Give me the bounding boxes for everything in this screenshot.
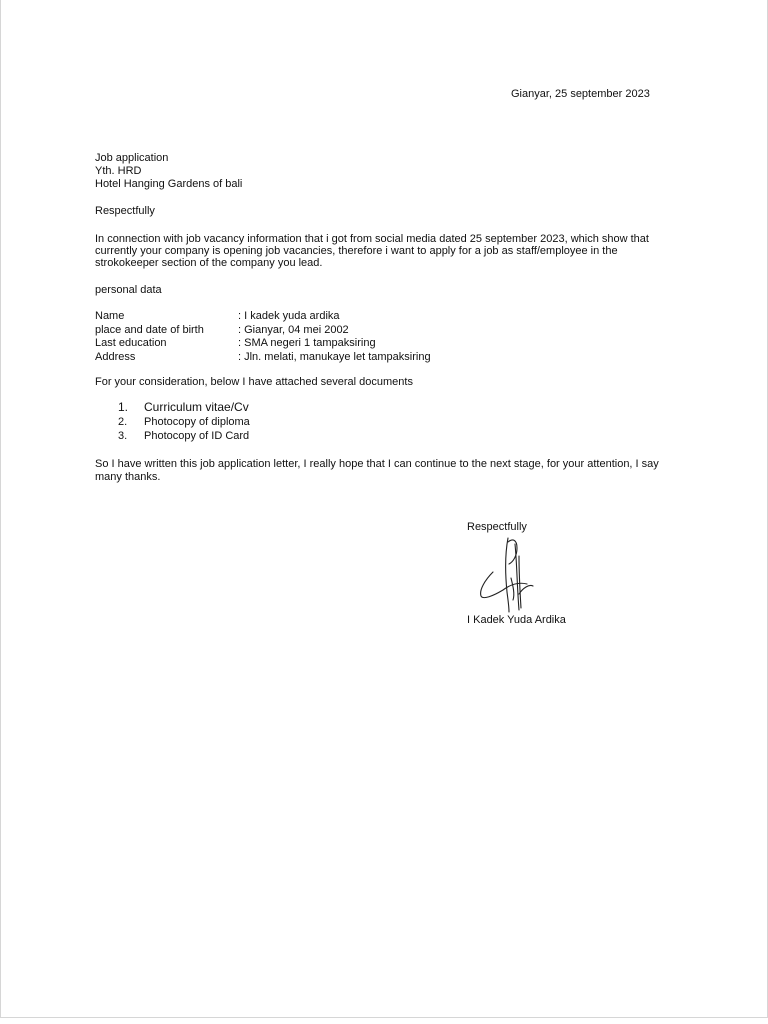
list-number: 3. xyxy=(118,430,128,442)
data-value: : I kadek yuda ardika xyxy=(238,310,340,322)
list-item xyxy=(118,430,250,444)
list-text: Photocopy of ID Card xyxy=(144,430,250,442)
data-row-education xyxy=(95,337,431,351)
personal-data-title: personal data xyxy=(95,284,162,296)
list-number: 1. xyxy=(118,400,129,414)
data-value: : Gianyar, 04 mei 2002 xyxy=(238,323,349,336)
list-text: Curriculum vitae/Cv xyxy=(144,400,249,414)
personal-data-table xyxy=(95,310,431,364)
signer-name: I Kadek Yuda Ardika xyxy=(467,614,566,626)
data-label: Address xyxy=(95,350,136,363)
data-label: Name xyxy=(95,310,125,322)
salutation: Respectfully xyxy=(95,205,155,217)
consideration-text: For your consideration, below I have attached several documents xyxy=(95,376,413,388)
data-label: Last education xyxy=(95,337,167,349)
data-label: place and date of birth xyxy=(95,323,204,336)
recipient-company: Hotel Hanging Gardens of bali xyxy=(95,178,243,190)
signature-icon xyxy=(475,534,545,616)
data-row-birth xyxy=(95,324,431,338)
data-value: : SMA negeri 1 tampaksiring xyxy=(238,337,376,349)
body-paragraph: In connection with job vacancy information that i got from social media dated 25 september 2023, which show that currently your company is opening job vacancies, therefore i want to apply for a job as staff/employee in the strokokeeper section of the company you lead. xyxy=(95,233,649,269)
document-list xyxy=(118,401,250,444)
data-value: : Jln. melati, manukaye let tampaksiring xyxy=(238,350,431,363)
data-row-name xyxy=(95,310,431,324)
closing-paragraph: So I have written this job application letter, I really hope that I can continue to the next stage, for your attention, I say many thanks. xyxy=(95,458,659,483)
list-item xyxy=(118,401,250,416)
letter-date: Gianyar, 25 september 2023 xyxy=(511,88,650,100)
list-number: 2. xyxy=(118,416,128,428)
recipient-title: Yth. HRD xyxy=(95,165,142,177)
list-text: Photocopy of diploma xyxy=(144,416,250,428)
letter-subject: Job application xyxy=(95,152,169,164)
data-row-address xyxy=(95,351,431,365)
list-item xyxy=(118,416,250,430)
recipient-block xyxy=(95,152,242,191)
signoff: Respectfully xyxy=(467,521,527,533)
